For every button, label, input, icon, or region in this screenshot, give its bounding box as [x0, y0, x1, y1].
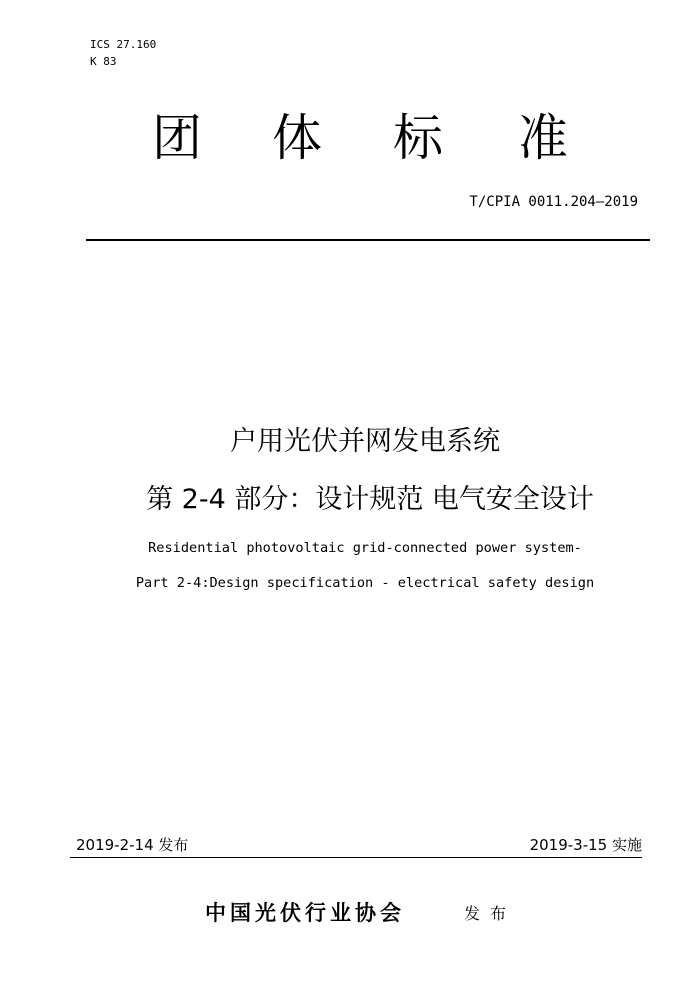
footer-divider	[70, 857, 642, 858]
standard-type-heading	[0, 106, 700, 170]
standard-type-char: 标	[393, 109, 443, 167]
publish-label: 发布	[464, 904, 517, 923]
header-divider	[86, 239, 650, 241]
ics-code: ICS 27.160	[90, 38, 157, 51]
issue-date: 2019-2-14 发布	[76, 836, 189, 854]
document-title-line1: 户用光伏并网发电系统	[230, 426, 500, 457]
standard-type-char: 体	[272, 109, 322, 167]
document-title-line2: 第 2-4 部分：设计规范 电气安全设计	[146, 484, 594, 515]
implementation-date: 2019-3-15 实施	[529, 836, 642, 854]
standard-number: T/CPIA 0011.204—2019	[469, 194, 638, 210]
english-title-line1: Residential photovoltaic grid-connected power system-	[148, 540, 582, 556]
standard-type-char: 团	[152, 109, 202, 167]
english-title-line2: Part 2-4:Design specification - electrical safety design	[135, 575, 595, 591]
classification-code: K 83	[90, 55, 117, 68]
standard-type-char: 准	[518, 109, 568, 167]
publisher-name: 中国光伏行业协会	[205, 901, 405, 925]
